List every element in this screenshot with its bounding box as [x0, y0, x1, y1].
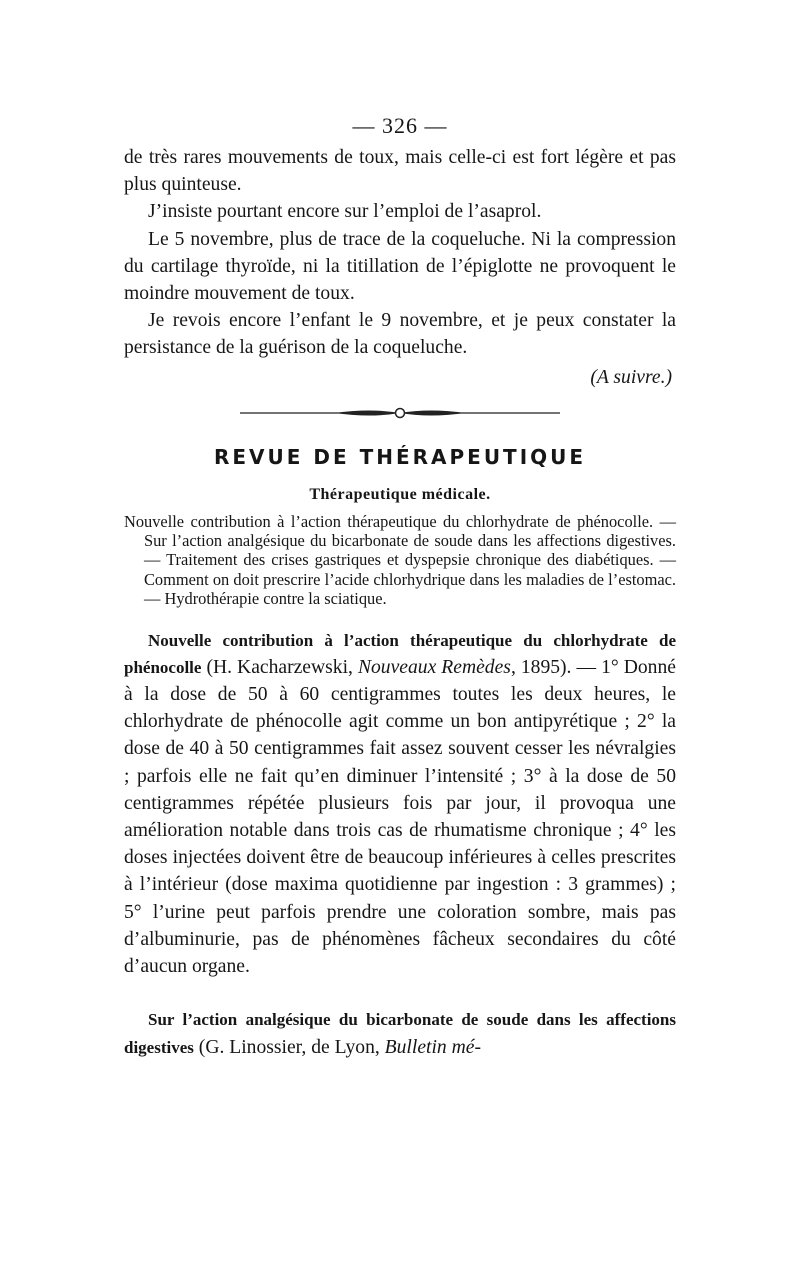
article-phenocolle [124, 627, 676, 981]
november-5-paragraph: Le 5 novembre, plus de trace de la coqueluche. Ni la compression du cartilage thyroïde, ni la titillation de l’épiglotte ne provoquent le moindre mouvement de toux. [124, 228, 676, 305]
page-number: — 326 — [352, 113, 448, 138]
journal-name: Nouveaux Remèdes [357, 656, 511, 678]
article-title: Nouvelle contribution à l’action thérapeutique du chlorhydrate de phénocolle [124, 630, 676, 677]
to-be-continued: (A suivre.) [590, 366, 672, 388]
article-bicarbonate [124, 1006, 676, 1060]
november-9-paragraph: Je revois encore l’enfant le 9 novembre, et je peux constater la persistance de la guérison de la coqueluche. [124, 310, 676, 359]
book-page [124, 112, 676, 1061]
article-citation-close: , 1895). [510, 656, 572, 678]
article-title: Sur l’action analgésique du bicarbonate de soude dans les affections digestives [124, 1010, 676, 1057]
article-citation-open: (G. Linossier, de Lyon, [193, 1036, 385, 1058]
section-title: REVUE DE THÉRAPEUTIQUE [213, 444, 587, 469]
section-summary: Nouvelle contribution à l’action thérapeutique du chlorhydrate de phénocolle. — Sur l’action analgésique du bicarbonate de soude dans les affections digestives. — Traitement des crises gastriques et dyspepsie chronique des diabétiques. — Comment on doit prescrire l’acide chlorhydrique dans les maladies de l’estomac. — Hydrothérapie contre la sciatique. [124, 511, 676, 609]
ornamental-divider [240, 406, 560, 420]
article-text: — 1° Donné à la dose de 50 à 60 centigrammes toutes les deux heures, le chlorhydrate de phénocolle agit comme un bon antipyrétique ; 2° la dose de 40 à 50 centigrammes fait assez souvent cesser les névralgies ; parfois elle ne fait qu’en diminuer l’intensité ; 3° à la dose de 50 centigrammes répétée plusieurs fois par jour, il provoqua une amélioration notable dans trois cas de rhumatisme chronique ; 4° les doses injectées doivent être de beaucoup inférieures à celles prescrites à l’intérieur (dose maxima quotidienne par ingestion : 3 grammes) ; 5° l’urine peut parfois prendre une coloration sombre, mais pas d’albuminurie, pas de phénomènes fâcheux secondaires du côté d’aucun organe. [124, 656, 676, 978]
article-citation-open: (H. Kacharzewski, [201, 656, 358, 678]
journal-name: Bulletin mé- [384, 1036, 481, 1058]
divider-center-ring [396, 408, 405, 417]
divider-right-swell [400, 410, 465, 415]
continued-paragraph: de très rares mouvements de toux, mais celle-ci est fort légère et pas plus quinteuse. [124, 147, 676, 196]
asaprol-paragraph: J’insiste pourtant encore sur l’emploi de l’asaprol. [148, 201, 542, 223]
divider-left-swell [335, 410, 400, 415]
section-subtitle: Thérapeutique médicale. [309, 485, 491, 503]
